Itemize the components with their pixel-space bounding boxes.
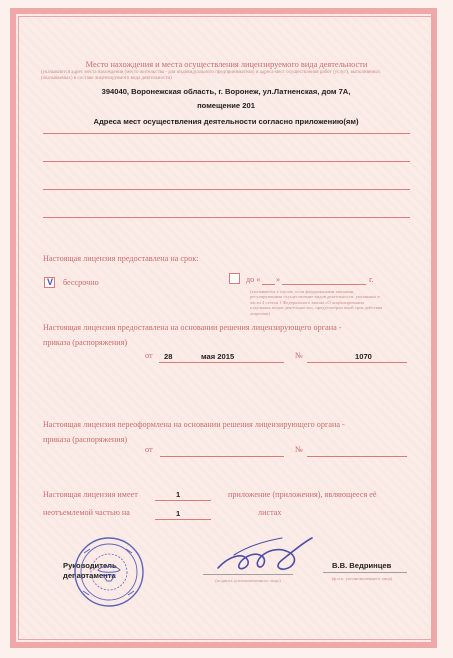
address-line-2: помещение 201 <box>197 101 255 110</box>
term-label: Настоящая лицензия предоставлена на срок: <box>43 254 199 263</box>
official-stamp <box>72 535 146 609</box>
basis2-date-line <box>160 456 284 457</box>
appendix-line2-prefix: неотъемлемой частью на <box>43 508 130 517</box>
appendix-count-1: 1 <box>176 490 181 499</box>
signer-name-caption: (ф.и.о. уполномоченного лица) <box>331 576 393 581</box>
basis2-text1: Настоящая лицензия переоформлена на основании решения лицензирующего органа - <box>43 420 345 429</box>
basis1-date-line <box>159 362 284 363</box>
basis1-day: 28 <box>164 352 173 361</box>
basis1-text1: Настоящая лицензия предоставлена на основании решения лицензирующего органа - <box>43 323 342 332</box>
signer-name: В.В. Ведринцев <box>332 561 392 570</box>
header-subtitle: (указываются адрес места нахождения (место жительства - для индивидуального предпринимателя) и адреса мест осуществления работ (услуг), выполняемых (оказываемых) в составе лицензируемого вида деятельности) <box>41 70 381 81</box>
signer-position-line-1: Руководитель <box>63 561 117 570</box>
address-line-3: Адреса мест осуществления деятельности согласно приложению(ям) <box>93 117 359 126</box>
term-until-mid: » <box>276 275 281 284</box>
address-line-1: 394040, Воронежская область, г. Воронеж, ул.Латненская, дом 7А, <box>101 87 351 96</box>
handwritten-signature <box>210 530 315 578</box>
appendix-line2-suffix: листах <box>258 508 282 517</box>
term-until-checkbox <box>229 273 240 284</box>
unlimited-label: бессрочно <box>63 278 99 287</box>
appendix-count-2-line <box>155 519 211 520</box>
term-until-suffix: г. <box>369 275 374 284</box>
address-line-a <box>43 133 410 134</box>
basis1-number: 1070 <box>355 352 372 361</box>
header-title: Место нахождения и места осуществления лицензируемого вида деятельности <box>85 60 368 69</box>
basis1-from: от <box>145 351 153 360</box>
address-line-b <box>43 161 410 162</box>
address-line-d <box>43 217 410 218</box>
signer-name-line <box>323 572 407 573</box>
basis1-text2: приказа (распоряжения) <box>43 338 128 347</box>
term-month-line <box>282 284 366 285</box>
signer-position-line-2: департамента <box>63 571 116 580</box>
term-day-line <box>262 284 275 285</box>
basis2-number-line <box>307 456 407 457</box>
basis2-from: от <box>145 445 153 454</box>
appendix-count-2: 1 <box>176 509 181 518</box>
basis1-number-label: № <box>295 351 303 360</box>
signature-caption: (подпись уполномоченного лица) <box>215 578 281 583</box>
appendix-count-1-line <box>155 500 211 501</box>
appendix-line1-prefix: Настоящая лицензия имеет <box>43 490 138 499</box>
check-mark: V <box>47 277 54 287</box>
basis2-number-label: № <box>295 445 303 454</box>
term-note: (указывается в случае, если федеральными законами, регулирующими осуществление видов деятельности, указанных в части 4 статьи 1 Федерального закона «О лицензировании отдельных видов деятельности», предусмотрен иной срок действия лицензии) <box>250 289 383 316</box>
address-line-c <box>43 189 410 190</box>
basis1-number-line <box>307 362 407 363</box>
basis1-month-year: мая 2015 <box>201 352 235 361</box>
appendix-line1-suffix: приложение (приложения), являющееся её <box>228 490 377 499</box>
basis2-text2: приказа (распоряжения) <box>43 435 128 444</box>
term-until-prefix: до « <box>246 275 261 284</box>
